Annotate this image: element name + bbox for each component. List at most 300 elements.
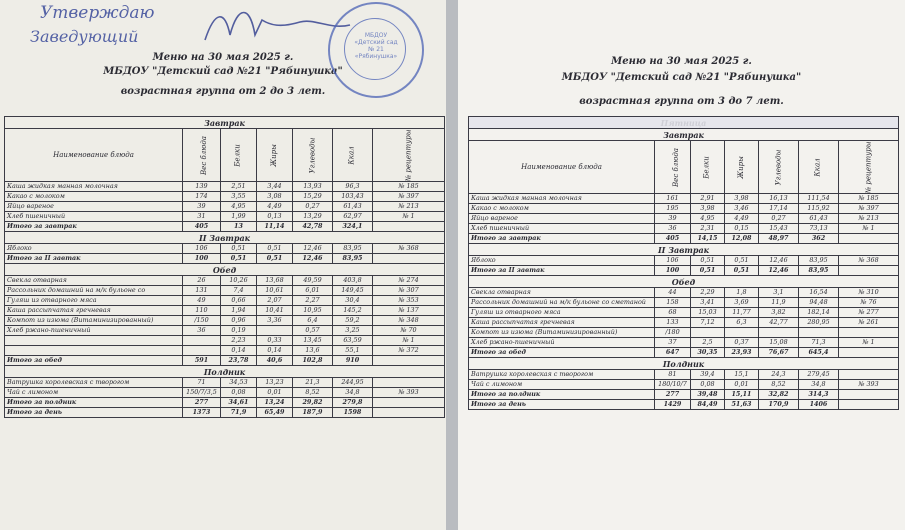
dish-value: 15,29 [293, 192, 333, 202]
dish-value: № 397 [373, 192, 445, 202]
dish-name: Яйцо вареное [469, 214, 655, 224]
dish-value: 0,27 [293, 202, 333, 212]
total-value: 42,78 [293, 222, 333, 232]
dish-row [5, 388, 445, 398]
section-total-row [5, 398, 445, 408]
dish-value: 7,12 [691, 318, 725, 328]
dish-value: 161 [655, 194, 691, 204]
dish-value: 42,77 [759, 318, 799, 328]
dish-value: 16,13 [759, 194, 799, 204]
day-name-row [469, 117, 899, 129]
day-total-value: 1373 [183, 408, 221, 418]
dish-name: Хлеб пшеничный [5, 212, 183, 222]
total-label: Итого за II завтак [5, 254, 183, 264]
dish-name: Хлеб пшеничный [469, 224, 655, 234]
dish-value: № 137 [373, 306, 445, 316]
dish-value: 6,01 [293, 286, 333, 296]
day-name: Пятница [469, 117, 899, 129]
dish-value: № 274 [373, 276, 445, 286]
dish-value: 96,3 [333, 182, 373, 192]
total-value: 279,8 [333, 398, 373, 408]
day-total-value: 51,63 [725, 400, 759, 410]
dish-value: 1,94 [221, 306, 257, 316]
total-value [373, 222, 445, 232]
dish-value: 39 [183, 202, 221, 212]
dish-value [373, 378, 445, 388]
dish-name: Какао с молоком [5, 192, 183, 202]
dish-value: № 393 [839, 380, 899, 390]
dish-value: 94,48 [799, 298, 839, 308]
dish-value: 61,43 [799, 214, 839, 224]
approval-line-2: Заведующий [30, 27, 139, 46]
dish-value: 150/7/3,5 [183, 388, 221, 398]
official-stamp: МБДОУ «Детский сад № 21 «Рябинушка» [328, 2, 424, 98]
dish-row [469, 338, 899, 348]
total-value: 83,95 [333, 254, 373, 264]
dish-row [469, 298, 899, 308]
total-value [839, 266, 899, 276]
section-title-row [5, 232, 445, 244]
dish-value: 15,1 [725, 370, 759, 380]
total-value: 647 [655, 348, 691, 358]
organization-name: МБДОУ "Детский сад №21 "Рябинушка" [561, 72, 802, 83]
dish-value: 2,23 [221, 336, 257, 346]
dish-value: 49,59 [293, 276, 333, 286]
column-header-row [469, 141, 899, 194]
dish-value [183, 346, 221, 356]
dish-value: 13,23 [257, 378, 293, 388]
dish-name: Яблоко [5, 244, 183, 254]
dish-value: 2,07 [257, 296, 293, 306]
dish-row [5, 192, 445, 202]
dish-value: 4,95 [221, 202, 257, 212]
dish-value: 36 [655, 224, 691, 234]
section-title-row [469, 244, 899, 256]
dish-value: 0,08 [221, 388, 257, 398]
total-value: 0,51 [221, 254, 257, 264]
dish-value: 34,8 [799, 380, 839, 390]
section-title-row [469, 276, 899, 288]
dish-value: № 185 [839, 194, 899, 204]
dish-value: 21,3 [293, 378, 333, 388]
total-value: 32,82 [759, 390, 799, 400]
dish-value: № 213 [373, 202, 445, 212]
menu-sheet-left [0, 0, 446, 530]
column-header: Вес блюда [655, 141, 691, 194]
dish-value: 81 [655, 370, 691, 380]
dish-name: Ватрушка королевская с творогом [5, 378, 183, 388]
day-total-value: 1406 [799, 400, 839, 410]
dish-name: Яйцо вареное [5, 202, 183, 212]
section-total-row [469, 390, 899, 400]
total-value: 12,46 [293, 254, 333, 264]
section-total-row [5, 222, 445, 232]
dish-name [5, 336, 183, 346]
dish-value [839, 328, 899, 338]
dish-value: 403,8 [333, 276, 373, 286]
dish-value: 59,2 [333, 316, 373, 326]
dish-name [5, 346, 183, 356]
total-value [373, 398, 445, 408]
dish-name: Чай с лимоном [469, 380, 655, 390]
dish-value: 15,43 [759, 224, 799, 234]
dish-value: 3,82 [759, 308, 799, 318]
column-header: Вес блюда [183, 129, 221, 182]
dish-value: № 368 [373, 244, 445, 254]
dish-row [5, 244, 445, 254]
total-value: 100 [655, 266, 691, 276]
menu-table-right [468, 116, 899, 410]
dish-name: Компот из изюма (Витаминизированный) [5, 316, 183, 326]
section-title-row [469, 129, 899, 141]
dish-row [469, 380, 899, 390]
dish-row [469, 214, 899, 224]
total-label: Итого за обед [5, 356, 183, 366]
dish-value: 49 [183, 296, 221, 306]
dish-value: 0,01 [257, 388, 293, 398]
dish-name: Яблоко [469, 256, 655, 266]
dish-value: 0,14 [221, 346, 257, 356]
approval-line-1: Утверждаю [40, 3, 155, 23]
total-label: Итого за полдник [469, 390, 655, 400]
dish-row [5, 286, 445, 296]
dish-name: Каша жидкая манная молочная [5, 182, 183, 192]
dish-value: № 1 [839, 224, 899, 234]
dish-value: 13,29 [293, 212, 333, 222]
dish-name: Свекла отварная [5, 276, 183, 286]
dish-name: Каша рассыпчатая гречневая [469, 318, 655, 328]
dish-name: Хлеб ржано-пшеничный [5, 326, 183, 336]
total-value: 48,97 [759, 234, 799, 244]
dish-value: 0,13 [257, 212, 293, 222]
dish-row [5, 326, 445, 336]
section-title: Полдник [469, 358, 899, 370]
dish-value: 139 [183, 182, 221, 192]
dish-value: 3,44 [257, 182, 293, 192]
dish-row [469, 318, 899, 328]
dish-value: 115,92 [799, 204, 839, 214]
dish-value: 0,27 [759, 214, 799, 224]
dish-value: 0,37 [725, 338, 759, 348]
dish-name: Гуляш из отварного мяса [5, 296, 183, 306]
column-header: Жиры [725, 141, 759, 194]
dish-value: 55,1 [333, 346, 373, 356]
dish-value: № 1 [373, 336, 445, 346]
dish-row [469, 308, 899, 318]
dish-value: 34,53 [221, 378, 257, 388]
dish-value: 3,46 [725, 204, 759, 214]
dish-value: № 185 [373, 182, 445, 192]
dish-value [691, 328, 725, 338]
section-title-row [5, 366, 445, 378]
total-value: 324,1 [333, 222, 373, 232]
section-title: Обед [469, 276, 899, 288]
dish-value [725, 328, 759, 338]
dish-name: Чай с лимоном [5, 388, 183, 398]
dish-row [469, 194, 899, 204]
total-label: Итого за полдник [5, 398, 183, 408]
dish-row [5, 316, 445, 326]
section-title: Завтрак [469, 129, 899, 141]
dish-value: 111,54 [799, 194, 839, 204]
column-header: Ккал [799, 141, 839, 194]
menu-title: Меню на 30 мая 2025 г. [152, 52, 294, 63]
dish-value: 68 [655, 308, 691, 318]
dish-value: 3,98 [691, 204, 725, 214]
age-group: возрастная группа от 2 до 3 лет. [120, 86, 326, 97]
dish-value: 6,4 [293, 316, 333, 326]
day-total-value: 1429 [655, 400, 691, 410]
dish-value: 2,27 [293, 296, 333, 306]
dish-value: 0,57 [293, 326, 333, 336]
dish-value: 71,3 [799, 338, 839, 348]
dish-value: 106 [655, 256, 691, 266]
dish-row [5, 336, 445, 346]
dish-value: 149,45 [333, 286, 373, 296]
dish-value: № 70 [373, 326, 445, 336]
total-label: Итого за завтрак [5, 222, 183, 232]
dish-value: 133 [655, 318, 691, 328]
dish-value: 2,51 [221, 182, 257, 192]
column-header: № рецептуры [373, 129, 445, 182]
total-value: 11,14 [257, 222, 293, 232]
dish-value: 8,52 [759, 380, 799, 390]
dish-value: 0,51 [221, 244, 257, 254]
dish-value: № 397 [839, 204, 899, 214]
dish-value: № 353 [373, 296, 445, 306]
dish-value: № 310 [839, 288, 899, 298]
dish-value: 106 [183, 244, 221, 254]
total-value: 30,35 [691, 348, 725, 358]
dish-value: 62,97 [333, 212, 373, 222]
total-label: Итого за обед [469, 348, 655, 358]
section-total-row [469, 234, 899, 244]
dish-value: 182,14 [799, 308, 839, 318]
day-total-row [5, 408, 445, 418]
dish-value: 3,25 [333, 326, 373, 336]
dish-value: 158 [655, 298, 691, 308]
dish-name: Каша жидкая манная молочная [469, 194, 655, 204]
dish-value: 17,14 [759, 204, 799, 214]
total-value: 76,67 [759, 348, 799, 358]
dish-value: 145,2 [333, 306, 373, 316]
total-value [839, 234, 899, 244]
column-header: Белки [691, 141, 725, 194]
day-total-value: 1598 [333, 408, 373, 418]
dish-value: 195 [655, 204, 691, 214]
dish-row [5, 346, 445, 356]
dish-value: 63,59 [333, 336, 373, 346]
dish-value: /180 [655, 328, 691, 338]
total-value: 591 [183, 356, 221, 366]
dish-value: № 1 [839, 338, 899, 348]
column-header-dish: Наименование блюда [469, 141, 655, 194]
dish-value: 0,01 [725, 380, 759, 390]
dish-value: 83,95 [799, 256, 839, 266]
dish-value: 24,3 [759, 370, 799, 380]
dish-value: 1,99 [221, 212, 257, 222]
dish-value: № 261 [839, 318, 899, 328]
day-total-value: 65,49 [257, 408, 293, 418]
dish-value: 3,41 [691, 298, 725, 308]
dish-value: 131 [183, 286, 221, 296]
total-label: Итого за II завтак [469, 266, 655, 276]
dish-value: 180/10/7 [655, 380, 691, 390]
dish-value: 2,31 [691, 224, 725, 234]
dish-row [5, 378, 445, 388]
total-value: 14,15 [691, 234, 725, 244]
dish-value: 16,54 [799, 288, 839, 298]
dish-value: 39,4 [691, 370, 725, 380]
dish-name: Какао с молоком [469, 204, 655, 214]
page-gap [446, 0, 458, 530]
column-header: Жиры [257, 129, 293, 182]
column-header: Белки [221, 129, 257, 182]
dish-value: № 372 [373, 346, 445, 356]
column-header: № рецептуры [839, 141, 899, 194]
dish-value: 10,61 [257, 286, 293, 296]
total-value: 12,08 [725, 234, 759, 244]
dish-value: 2,5 [691, 338, 725, 348]
dish-row [469, 370, 899, 380]
dish-value: 15,08 [759, 338, 799, 348]
total-value: 34,61 [221, 398, 257, 408]
dish-row [5, 276, 445, 286]
total-value: 405 [655, 234, 691, 244]
day-total-value: 187,9 [293, 408, 333, 418]
dish-value: 0,08 [691, 380, 725, 390]
dish-value: 4,49 [257, 202, 293, 212]
dish-row [5, 306, 445, 316]
dish-value: 0,96 [221, 316, 257, 326]
dish-row [469, 224, 899, 234]
dish-value: 12,46 [759, 256, 799, 266]
dish-value: № 76 [839, 298, 899, 308]
dish-value: 3,08 [257, 192, 293, 202]
dish-value: № 213 [839, 214, 899, 224]
total-value: 0,51 [691, 266, 725, 276]
dish-value: 71 [183, 378, 221, 388]
day-total-label: Итого за день [469, 400, 655, 410]
dish-value: 3,36 [257, 316, 293, 326]
dish-value: 4,49 [725, 214, 759, 224]
dish-row [469, 204, 899, 214]
total-value: 13,24 [257, 398, 293, 408]
dish-value: 0,33 [257, 336, 293, 346]
dish-value: 0,19 [221, 326, 257, 336]
total-value [373, 356, 445, 366]
total-value: 277 [655, 390, 691, 400]
column-header: Ккал [333, 129, 373, 182]
total-value: 910 [333, 356, 373, 366]
day-total-value: 71,9 [221, 408, 257, 418]
dish-value: 0,66 [221, 296, 257, 306]
day-total-value: 84,49 [691, 400, 725, 410]
dish-value: 279,45 [799, 370, 839, 380]
dish-value: 7,4 [221, 286, 257, 296]
dish-value: 13,68 [257, 276, 293, 286]
total-value: 645,4 [799, 348, 839, 358]
dish-name: Рассольник домашний на м/к бульоне со сметаной [469, 298, 655, 308]
age-group: возрастная группа от 3 до 7 лет. [579, 96, 784, 107]
section-title-row [5, 264, 445, 276]
dish-value: № 393 [373, 388, 445, 398]
dish-value: 6,3 [725, 318, 759, 328]
dish-value: № 277 [839, 308, 899, 318]
dish-name: Каша рассыпчатая гречневая [5, 306, 183, 316]
dish-name: Свекла отварная [469, 288, 655, 298]
dish-value: 0,51 [691, 256, 725, 266]
dish-row [5, 212, 445, 222]
column-header-row [5, 129, 445, 182]
total-value: 15,11 [725, 390, 759, 400]
total-value: 29,82 [293, 398, 333, 408]
dish-value [839, 370, 899, 380]
dish-value: 280,95 [799, 318, 839, 328]
section-title: II Завтрак [469, 244, 899, 256]
total-value [839, 390, 899, 400]
section-title: II Завтрак [5, 232, 445, 244]
dish-value: № 348 [373, 316, 445, 326]
dish-value: 26 [183, 276, 221, 286]
dish-value: 30,4 [333, 296, 373, 306]
column-header-dish: Наименование блюда [5, 129, 183, 182]
dish-value: 0,51 [725, 256, 759, 266]
dish-value: 0,14 [257, 346, 293, 356]
total-value: 0,51 [257, 254, 293, 264]
dish-value [257, 326, 293, 336]
total-value: 23,93 [725, 348, 759, 358]
total-value: 12,46 [759, 266, 799, 276]
total-value: 13 [221, 222, 257, 232]
dish-value: 244,95 [333, 378, 373, 388]
total-value: 314,3 [799, 390, 839, 400]
dish-value: 10,41 [257, 306, 293, 316]
section-total-row [469, 348, 899, 358]
section-title-row [469, 358, 899, 370]
dish-value: 2,29 [691, 288, 725, 298]
dish-name: Хлеб ржано-пшеничный [469, 338, 655, 348]
dish-value: 3,69 [725, 298, 759, 308]
section-total-row [469, 266, 899, 276]
total-value: 100 [183, 254, 221, 264]
dish-row [469, 256, 899, 266]
dish-value: 3,55 [221, 192, 257, 202]
section-title-row [5, 117, 445, 129]
dish-value: 10,95 [293, 306, 333, 316]
column-header: Углеводы [759, 141, 799, 194]
total-label: Итого за завтрак [469, 234, 655, 244]
section-total-row [5, 356, 445, 366]
dish-value: 4,95 [691, 214, 725, 224]
dish-value: № 368 [839, 256, 899, 266]
dish-value: № 1 [373, 212, 445, 222]
dish-value [759, 328, 799, 338]
total-value [839, 348, 899, 358]
dish-name: Рассольник домашний на м/к бульоне со [5, 286, 183, 296]
dish-value: № 307 [373, 286, 445, 296]
section-total-row [5, 254, 445, 264]
dish-value: 1,8 [725, 288, 759, 298]
day-total-value: 170,9 [759, 400, 799, 410]
day-total-label: Итого за день [5, 408, 183, 418]
day-total-value [839, 400, 899, 410]
dish-row [5, 296, 445, 306]
total-value: 39,48 [691, 390, 725, 400]
dish-row [469, 288, 899, 298]
day-total-row [469, 400, 899, 410]
total-value: 362 [799, 234, 839, 244]
